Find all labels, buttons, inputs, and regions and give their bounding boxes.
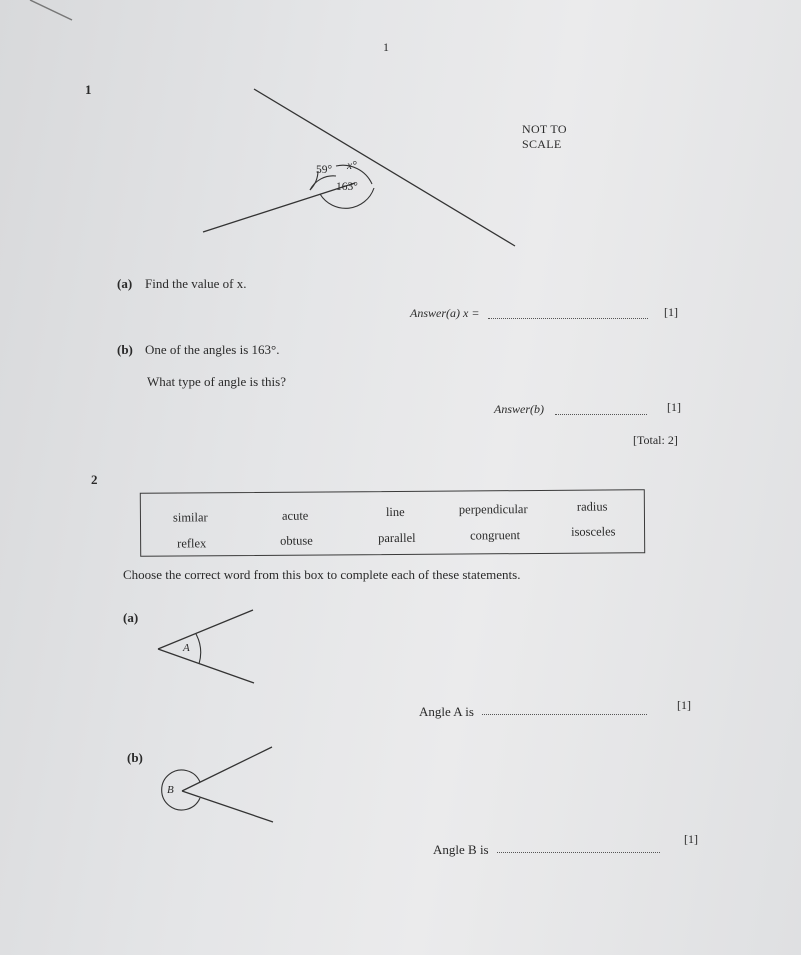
q2b-angle-letter: B xyxy=(167,784,174,796)
word-reflex: reflex xyxy=(177,536,207,551)
q2a-label: (a) xyxy=(123,610,139,625)
word-isosceles: isosceles xyxy=(571,524,616,539)
word-box xyxy=(140,489,645,557)
q1b-answer-label: Answer(b) xyxy=(494,402,544,416)
q2b-statement: Angle B is xyxy=(433,842,489,857)
word-radius: radius xyxy=(576,499,608,514)
q2b-answer-line[interactable] xyxy=(497,852,660,853)
angle-label-59: 59° xyxy=(316,164,333,176)
q1-number: 1 xyxy=(85,82,92,97)
word-perpendicular: perpendicular xyxy=(458,502,528,517)
page-number: 1 xyxy=(383,40,389,54)
q1a-marks: [1] xyxy=(664,305,678,319)
q2b-angle-diagram xyxy=(162,747,273,822)
q2a-angle-diagram xyxy=(158,610,254,683)
q2a-statement: Angle A is xyxy=(419,704,474,719)
q2b-label: (b) xyxy=(127,750,143,765)
word-congruent: congruent xyxy=(470,528,521,543)
q1b-answer-line[interactable] xyxy=(555,414,647,415)
q1b-question: What type of angle is this? xyxy=(147,374,286,389)
q2a-marks: [1] xyxy=(677,698,691,712)
word-obtuse: obtuse xyxy=(280,533,313,548)
q2-number: 2 xyxy=(91,472,98,487)
q1-total: [Total: 2] xyxy=(633,433,678,447)
word-line: line xyxy=(385,504,405,520)
q2b-marks: [1] xyxy=(684,832,698,846)
q2a-answer-line[interactable] xyxy=(482,714,647,715)
not-to-scale-line1: NOT TO xyxy=(522,122,567,136)
q1b-text: One of the angles is 163°. xyxy=(145,342,280,357)
not-to-scale-line2: SCALE xyxy=(522,137,562,151)
word-parallel: parallel xyxy=(378,530,416,546)
q1b-marks: [1] xyxy=(667,400,681,414)
q2-instruction: Choose the correct word from this box to complete each of these statements. xyxy=(123,567,521,582)
q1-angle-diagram xyxy=(203,89,515,246)
q1a-answer-line[interactable] xyxy=(488,318,648,319)
q1a-answer-label: Answer(a) x = xyxy=(410,306,480,320)
q1a-label: (a) xyxy=(117,276,133,291)
angle-label-x: x° xyxy=(347,160,357,172)
q1b-label: (b) xyxy=(117,342,133,357)
q1a-text: Find the value of x. xyxy=(145,276,247,291)
word-similar: similar xyxy=(172,510,208,525)
q2a-angle-letter: A xyxy=(183,642,190,654)
angle-label-163: 163° xyxy=(336,181,358,193)
word-acute: acute xyxy=(281,508,309,523)
